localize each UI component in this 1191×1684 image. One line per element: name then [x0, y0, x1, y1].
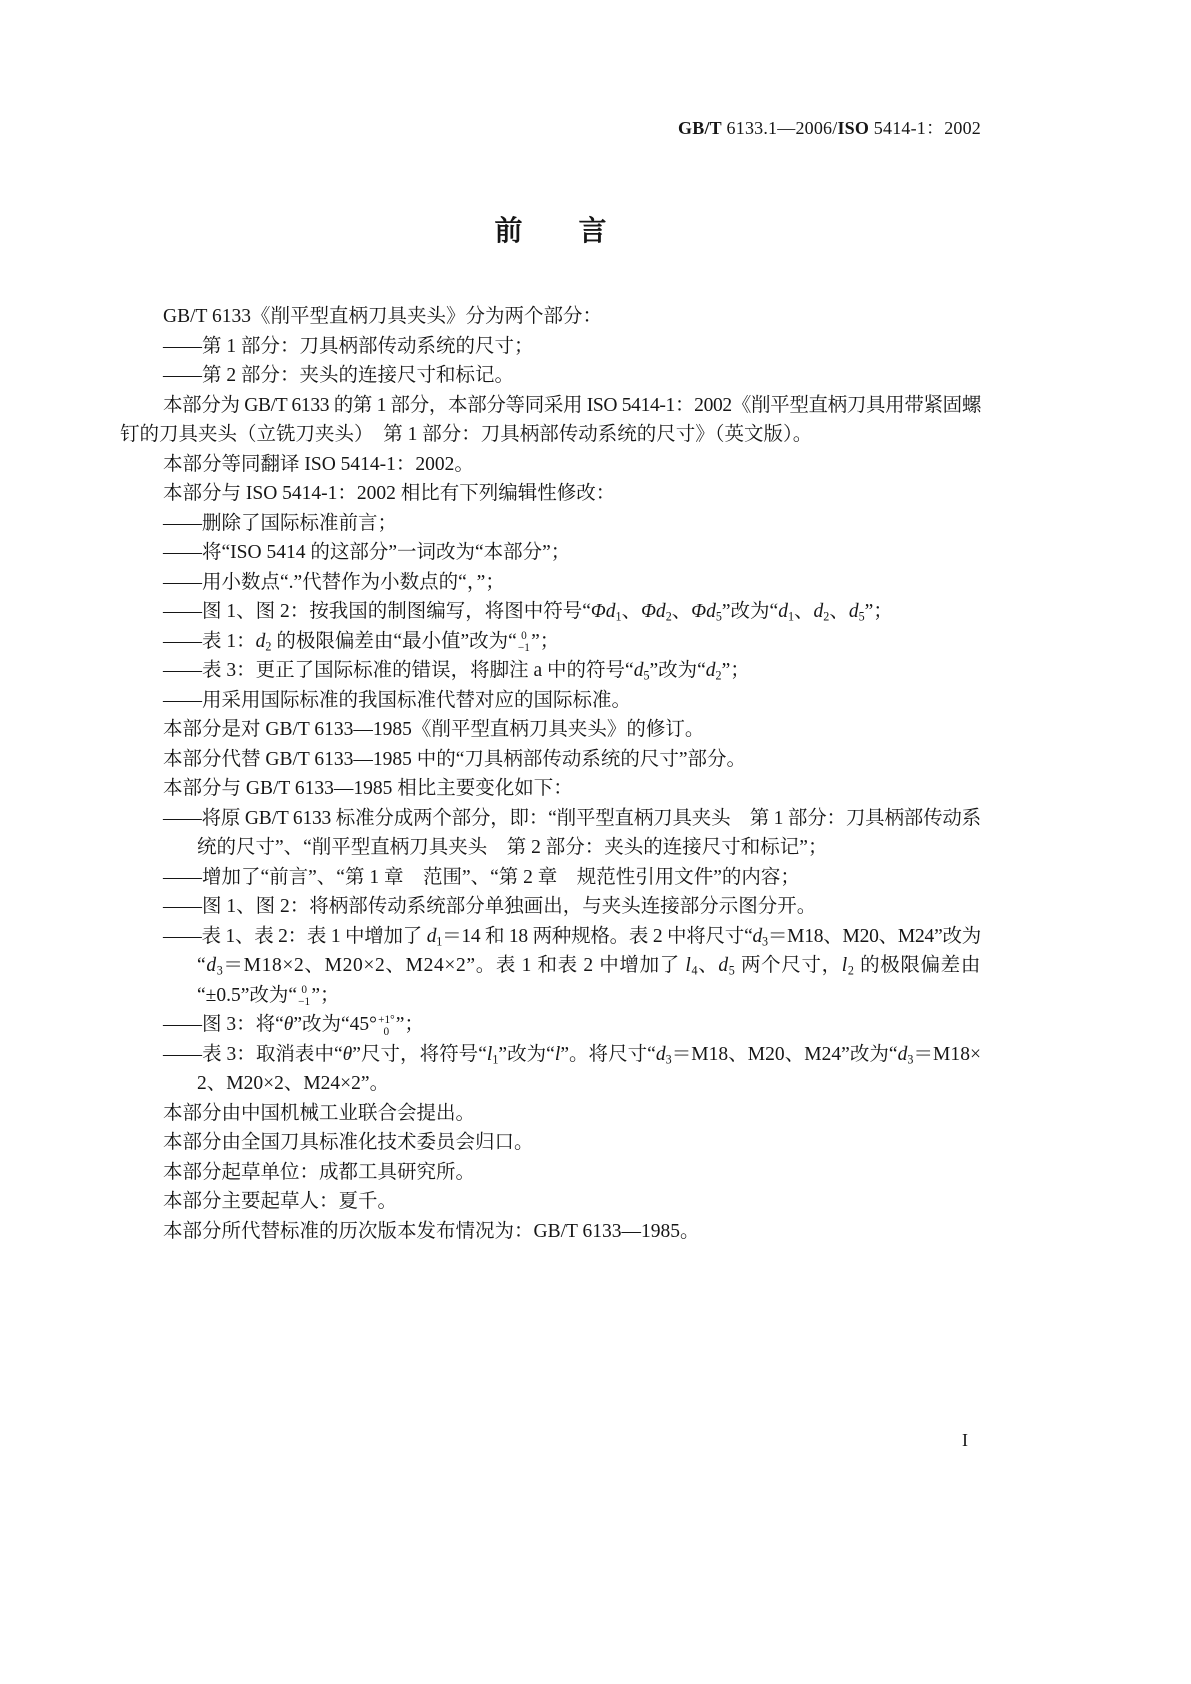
paragraph — [120, 450, 981, 480]
subscript: 2 — [847, 963, 855, 978]
text-run: 本部分与 ISO 5414-1：2002 相比有下列编辑性修改： — [163, 483, 616, 504]
text-run: ——增加了“前言”、“第 1 章 范围”、“第 2 章 规范性引用文件”的内容； — [163, 866, 800, 888]
italic-symbol: Φd — [590, 601, 616, 622]
tolerance-stack — [378, 1015, 395, 1039]
italic-symbol: l — [554, 1043, 561, 1065]
list-item — [120, 656, 981, 686]
text-run: ”改为“45° — [293, 1014, 377, 1035]
tolerance-stack — [518, 631, 530, 655]
line-text — [197, 981, 339, 1011]
text-run: 5414-1：2002 — [869, 118, 981, 138]
text-line — [120, 1010, 981, 1040]
italic-symbol: Φd — [691, 601, 716, 622]
subscript: 5 — [715, 609, 722, 624]
subscript: 4 — [691, 963, 699, 978]
italic-symbol: d — [705, 660, 716, 681]
text-line — [120, 981, 981, 1011]
text-line — [120, 420, 981, 450]
line-text — [163, 1099, 475, 1129]
text-run: ”尺寸，将符号“ — [352, 1043, 487, 1065]
text-line — [120, 1040, 981, 1070]
text-line — [120, 833, 981, 863]
line-text — [163, 774, 573, 804]
text-line — [120, 922, 981, 952]
text-line — [120, 951, 981, 981]
bold-text: GB/T — [678, 118, 722, 138]
text-run: ＝M18× — [913, 1043, 982, 1065]
subscript: 3 — [216, 963, 224, 978]
line-text — [163, 922, 981, 952]
italic-symbol: d — [718, 955, 729, 976]
text-run: 钉的刀具夹头（立铣刀夹头） 第 1 部分：刀具柄部传动系统的尺寸》（英文版）。 — [120, 424, 813, 445]
text-run: ”改为“ — [721, 601, 779, 622]
text-run: 本部分由全国刀具标准化技术委员会归口。 — [163, 1132, 534, 1153]
lower-deviation: −1 — [517, 642, 530, 655]
upper-deviation: +1° — [378, 1013, 395, 1026]
list-item — [120, 1040, 981, 1099]
paragraph — [120, 1099, 981, 1129]
list-item — [120, 627, 981, 657]
italic-symbol: d — [655, 1043, 666, 1065]
text-run: ——图 3：将“ — [163, 1014, 284, 1035]
text-line — [120, 627, 981, 657]
paragraph — [120, 715, 981, 745]
text-line — [120, 1099, 981, 1129]
text-line — [120, 656, 981, 686]
text-run: 本部分主要起草人：夏千。 — [163, 1191, 398, 1212]
paragraph — [120, 302, 981, 332]
line-text — [163, 804, 981, 834]
text-line — [120, 1217, 981, 1247]
text-run: 本部分起草单位：成都工具研究所。 — [163, 1161, 476, 1183]
line-text — [163, 302, 602, 332]
list-item — [120, 361, 981, 391]
text-run: ——表 3：取消表中“ — [163, 1043, 343, 1065]
line-text — [163, 863, 800, 893]
list-item — [120, 686, 981, 716]
paragraph — [120, 391, 981, 450]
subscript: 3 — [762, 933, 768, 948]
text-line — [120, 863, 981, 893]
text-run: ”； — [395, 1014, 424, 1035]
text-run: 的极限偏差由 — [854, 955, 981, 976]
italic-symbol: d — [752, 925, 763, 947]
text-run: 、 — [794, 601, 814, 622]
page-title: 前言 — [494, 216, 663, 247]
paragraph — [120, 1158, 981, 1188]
list-item — [120, 892, 981, 922]
upper-deviation: 0 — [521, 630, 527, 643]
text-run: ——将原 GB/T 6133 标准分成两个部分，即：“削平型直柄刀具夹头 第 1 部分：刀具柄部传动系 — [163, 807, 981, 829]
list-item — [120, 509, 981, 539]
italic-symbol: d — [206, 955, 217, 976]
text-line — [120, 1069, 981, 1099]
text-line — [120, 686, 981, 716]
text-line — [120, 479, 981, 509]
list-item — [120, 863, 981, 893]
text-run: 本部分代替 GB/T 6133—1985 中的“刀具柄部传动系统的尺寸”部分。 — [163, 748, 747, 770]
tolerance-stack — [298, 985, 310, 1009]
paragraph — [120, 1187, 981, 1217]
line-text — [163, 1040, 981, 1070]
text-line — [120, 892, 981, 922]
line-text — [163, 568, 505, 598]
text-run: ——用小数点“.”代替作为小数点的“，”； — [163, 571, 505, 593]
line-text — [197, 833, 827, 863]
list-item — [120, 538, 981, 568]
text-line — [120, 804, 981, 834]
text-run: “±0.5”改为“ — [197, 984, 298, 1006]
text-run: ＝14 和 18 两种规格。表 2 中将尺寸“ — [442, 925, 753, 947]
italic-symbol: l — [685, 955, 692, 976]
upper-deviation: 0 — [301, 984, 308, 997]
text-line — [120, 1187, 981, 1217]
text-line — [120, 332, 981, 362]
paragraph — [120, 774, 981, 804]
subscript: 2 — [265, 638, 272, 653]
text-run: ”； — [721, 660, 750, 681]
italic-symbol: d — [813, 601, 824, 622]
text-run: 2、M20×2、M24×2”。 — [197, 1073, 390, 1094]
line-text — [163, 627, 559, 657]
list-item — [120, 1010, 981, 1040]
paragraph — [120, 1217, 981, 1247]
text-line — [120, 391, 981, 421]
text-line — [120, 715, 981, 745]
line-text — [163, 1158, 475, 1188]
line-text — [163, 538, 570, 568]
italic-symbol: d — [848, 601, 859, 622]
subscript: 3 — [907, 1051, 914, 1066]
line-text — [163, 391, 981, 421]
page-number: I — [962, 1430, 968, 1450]
line-text — [163, 1187, 397, 1217]
text-run: 、 — [621, 601, 642, 622]
line-text — [163, 1010, 424, 1040]
text-run: ——表 3：更正了国际标准的错误，将脚注 a 中的符号“ — [163, 660, 634, 681]
line-text — [163, 715, 704, 745]
line-text — [163, 686, 631, 716]
italic-symbol: d — [897, 1043, 908, 1065]
text-run: ——第 1 部分：刀具柄部传动系统的尺寸； — [163, 335, 534, 357]
text-run: 本部分为 GB/T 6133 的第 1 部分，本部分等同采用 ISO 5414-1：2002《削平型直柄刀具用带紧固螺 — [163, 394, 981, 416]
subscript: 1 — [492, 1051, 499, 1066]
list-item — [120, 922, 981, 1011]
text-run: ——表 1、表 2：表 1 中增加了 — [163, 925, 427, 947]
text-run: ＝M18、M20、M24”改为“ — [671, 1043, 898, 1065]
line-text — [163, 1217, 699, 1247]
italic-symbol: l — [841, 955, 848, 976]
lower-deviation: −1 — [298, 996, 311, 1009]
subscript: 5 — [643, 668, 650, 683]
text-line — [120, 302, 981, 332]
text-run: 本部分等同翻译 ISO 5414-1：2002。 — [163, 453, 474, 475]
paragraph — [120, 479, 981, 509]
text-run: ”； — [531, 630, 560, 652]
text-line — [120, 597, 981, 627]
line-text — [163, 509, 397, 539]
lower-deviation: 0 — [383, 1025, 390, 1038]
italic-symbol: l — [486, 1043, 493, 1065]
list-item — [120, 597, 981, 627]
text-line — [120, 538, 981, 568]
text-run: 本部分所代替标准的历次版本发布情况为：GB/T 6133—1985。 — [163, 1220, 700, 1242]
line-text — [163, 597, 893, 627]
text-line — [120, 450, 981, 480]
subscript: 2 — [823, 609, 830, 624]
subscript: 1 — [615, 609, 622, 624]
preface-body — [120, 302, 981, 1246]
line-text — [197, 951, 981, 981]
text-line — [120, 568, 981, 598]
italic-symbol: θ — [283, 1014, 294, 1035]
subscript: 2 — [665, 609, 672, 624]
line-text — [163, 1128, 534, 1158]
text-line — [120, 745, 981, 775]
text-run: 本部分由中国机械工业联合会提出。 — [163, 1102, 476, 1124]
text-line — [120, 1158, 981, 1188]
line-text — [163, 361, 514, 391]
text-run: ——将“ISO 5414 的这部分”一词改为“本部分”； — [163, 542, 571, 563]
subscript: 1 — [436, 933, 443, 948]
text-line — [120, 774, 981, 804]
line-text — [163, 479, 615, 509]
line-text — [163, 332, 534, 362]
text-line — [120, 361, 981, 391]
text-run: ”改为“ — [649, 660, 706, 681]
list-item — [120, 804, 981, 863]
subscript: 2 — [715, 668, 722, 683]
text-run: 的极限偏差由“最小值”改为“ — [271, 630, 517, 652]
text-run: 两个尺寸， — [735, 955, 842, 976]
italic-symbol: d — [633, 660, 644, 681]
text-run: ”； — [864, 601, 893, 622]
text-run: ——用采用国际标准的我国标准代替对应的国际标准。 — [163, 689, 632, 711]
list-item — [120, 568, 981, 598]
standard-number — [678, 116, 981, 140]
text-run: 、 — [671, 601, 692, 622]
text-run: 、 — [829, 601, 849, 622]
line-text — [163, 450, 474, 480]
text-run: ＝M18、M20、M24”改为 — [767, 925, 982, 947]
text-line — [120, 1128, 981, 1158]
text-run: ——表 1： — [163, 630, 256, 652]
text-run: 本部分是对 GB/T 6133—1985《削平型直柄刀具夹头》的修订。 — [163, 719, 705, 740]
line-text — [197, 1069, 389, 1099]
subscript: 1 — [787, 609, 795, 624]
text-run: ”改为“ — [498, 1043, 555, 1065]
subscript: 5 — [728, 963, 736, 978]
text-run: ——第 2 部分：夹头的连接尺寸和标记。 — [163, 365, 515, 386]
text-run: GB/T 6133《削平型直柄刀具夹头》分为两个部分： — [163, 306, 602, 327]
italic-symbol: θ — [342, 1043, 353, 1065]
text-run: ——删除了国际标准前言； — [163, 512, 398, 534]
text-run: 6133.1—2006/ — [721, 118, 838, 138]
italic-symbol: Φd — [641, 601, 666, 622]
text-run: ”。将尺寸“ — [560, 1043, 656, 1065]
line-text — [163, 892, 816, 922]
paragraph — [120, 1128, 981, 1158]
text-run: ——图 1、图 2：将柄部传动系统部分单独画出，与夹头连接部分示图分开。 — [163, 896, 817, 917]
text-run: ——图 1、图 2：按我国的制图编写，将图中符号“ — [163, 601, 591, 622]
line-text — [163, 656, 750, 686]
line-text — [163, 745, 746, 775]
text-run: ”； — [311, 984, 340, 1006]
text-run: 本部分与 GB/T 6133—1985 相比主要变化如下： — [163, 778, 573, 799]
text-run: 统的尺寸”、“削平型直柄刀具夹头 第 2 部分：夹头的连接尺寸和标记”； — [197, 837, 828, 858]
bold-text: ISO — [837, 118, 870, 138]
text-run: ＝M18×2、M20×2、M24×2”。表 1 和表 2 中增加了 — [223, 955, 686, 976]
italic-symbol: d — [255, 630, 266, 652]
line-text — [120, 420, 812, 450]
subscript: 3 — [665, 1051, 672, 1066]
text-run: 、 — [698, 955, 719, 976]
italic-symbol: d — [426, 925, 437, 947]
paragraph — [120, 745, 981, 775]
subscript: 5 — [858, 609, 865, 624]
italic-symbol: d — [778, 601, 788, 622]
text-line — [120, 509, 981, 539]
list-item — [120, 332, 981, 362]
text-run: “ — [197, 955, 207, 976]
